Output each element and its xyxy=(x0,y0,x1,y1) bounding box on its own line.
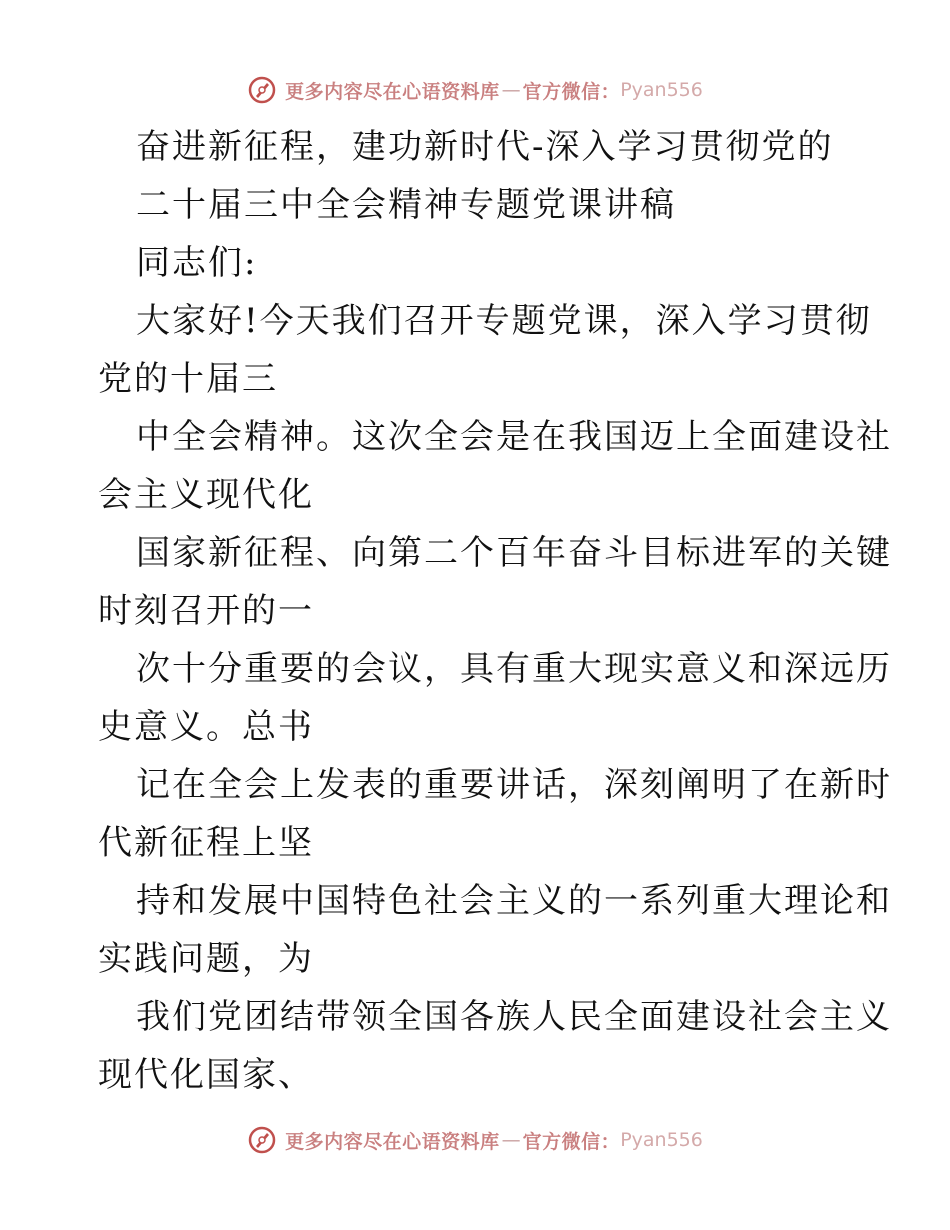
paragraph-line: 持和发展中国特色社会主义的一系列重大理论和 xyxy=(136,881,892,921)
paragraph-line: 会主义现代化 xyxy=(98,475,314,515)
title-line-1: 奋进新征程，建功新时代-深入学习贯彻党的 xyxy=(136,127,834,167)
paragraph-line: 国家新征程、向第二个百年奋斗目标进军的关键 xyxy=(136,533,892,573)
watermark-separator: — xyxy=(501,79,521,101)
watermark-wechat-label: 官方微信： xyxy=(522,80,621,103)
quill-seal-icon xyxy=(247,75,277,105)
paragraph-line: 时刻召开的一 xyxy=(98,591,314,631)
footer-watermark xyxy=(0,1120,950,1160)
salutation: 同志们: xyxy=(136,243,258,283)
watermark-handle: Pyan556 xyxy=(620,79,703,101)
paragraph-line: 中全会精神。这次全会是在我国迈上全面建设社 xyxy=(136,417,892,457)
watermark-main-text: 更多内容尽在心语资料库 xyxy=(285,80,500,103)
paragraph-line: 史意义。总书 xyxy=(98,707,314,747)
header-watermark xyxy=(0,70,950,110)
quill-seal-icon xyxy=(247,1125,277,1155)
watermark-handle: Pyan556 xyxy=(620,1129,703,1151)
paragraph-line: 代新征程上坚 xyxy=(98,823,314,863)
paragraph-line: 大家好!今天我们召开专题党课，深入学习贯彻 xyxy=(136,301,872,341)
paragraph-line: 党的十届三 xyxy=(98,359,278,399)
watermark-main-text: 更多内容尽在心语资料库 xyxy=(285,1130,500,1153)
paragraph-line: 我们党团结带领全国各族人民全面建设社会主义 xyxy=(136,997,892,1037)
watermark-wechat-label: 官方微信： xyxy=(522,1130,621,1153)
paragraph-line: 次十分重要的会议，具有重大现实意义和深远历 xyxy=(136,649,892,689)
document-body xyxy=(98,118,892,1104)
watermark-separator: — xyxy=(501,1129,521,1151)
title-line-2: 二十届三中全会精神专题党课讲稿 xyxy=(136,185,676,225)
paragraph-line: 实践问题，为 xyxy=(98,939,314,979)
paragraph-line: 现代化国家、 xyxy=(98,1055,314,1095)
paragraph-line: 记在全会上发表的重要讲话，深刻阐明了在新时 xyxy=(136,765,892,805)
